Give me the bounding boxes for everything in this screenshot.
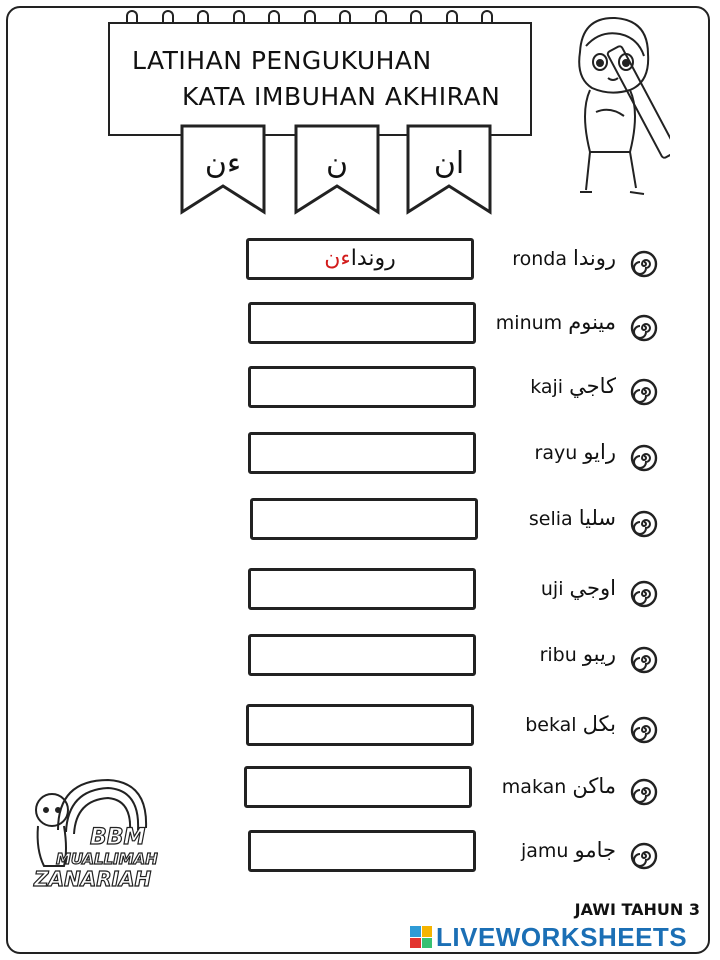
spiral-bullet-icon <box>630 646 658 674</box>
rumi-word: uji <box>540 578 564 600</box>
rumi-word: ronda <box>512 248 567 270</box>
answer-box[interactable] <box>248 634 476 676</box>
answer-box[interactable] <box>248 432 476 474</box>
title-line-1: LATIHAN PENGUKUHAN <box>132 46 432 75</box>
suffix-flag-2 <box>294 124 380 216</box>
word-label <box>496 310 616 334</box>
suffix-flag-3-label: ان <box>433 146 465 181</box>
title-line-2: KATA IMBUHAN AKHIRAN <box>182 82 501 111</box>
svg-text:BBM: BBM <box>90 825 146 850</box>
spiral-bullet-icon <box>630 314 658 342</box>
rumi-word: rayu <box>534 442 578 464</box>
girl-with-pencil-illustration <box>560 12 670 207</box>
spiral-bullet-icon <box>630 444 658 472</box>
word-label <box>540 642 616 666</box>
jawi-word: كاجي <box>569 374 616 398</box>
answer-box[interactable] <box>248 568 476 610</box>
jawi-word: سليا <box>578 506 616 530</box>
answer-base-text: روندا <box>350 246 396 271</box>
exercise-row <box>0 366 720 416</box>
spiral-bullet-icon <box>630 778 658 806</box>
rumi-word: jamu <box>520 840 569 862</box>
jawi-word: ريبو <box>582 642 616 666</box>
spiral-bullet-icon <box>630 378 658 406</box>
jawi-word: بكل <box>582 712 616 736</box>
word-label <box>502 774 616 798</box>
word-label <box>535 440 616 464</box>
jawi-word: اوجي <box>569 576 616 600</box>
word-label <box>530 374 616 398</box>
spiral-bullet-icon <box>630 250 658 278</box>
spiral-bullet-icon <box>630 842 658 870</box>
brand-text: LIVEWORKSHEETS <box>436 921 688 952</box>
word-label <box>525 712 616 736</box>
suffix-flag-1-label: ءن <box>204 146 242 181</box>
word-label <box>529 506 616 530</box>
spiral-bullet-icon <box>630 716 658 744</box>
jawi-word: رايو <box>583 440 616 464</box>
svg-text:ZANARIAH: ZANARIAH <box>34 867 152 890</box>
answer-box[interactable] <box>244 766 472 808</box>
exercise-row <box>0 432 720 482</box>
suffix-flag-1 <box>180 124 266 216</box>
answer-box[interactable] <box>248 830 476 872</box>
jawi-word: روندا <box>573 246 616 270</box>
word-label <box>512 246 616 270</box>
suffix-flag-2-label: ن <box>325 146 349 181</box>
rumi-word: minum <box>495 312 563 334</box>
liveworksheets-logo-icon <box>410 926 432 948</box>
jawi-word: ماكن <box>572 774 616 798</box>
rumi-word: makan <box>501 776 567 798</box>
jawi-word: مينوم <box>568 310 616 334</box>
liveworksheets-brand <box>410 922 687 952</box>
svg-text:MUALLIMAH: MUALLIMAH <box>56 850 158 868</box>
suffix-flag-3 <box>406 124 492 216</box>
exercise-row <box>0 302 720 352</box>
rumi-word: kaji <box>530 376 564 398</box>
answer-suffix-text: ءن <box>324 246 351 271</box>
rumi-word: ribu <box>539 644 577 666</box>
answer-box[interactable] <box>248 366 476 408</box>
answer-box[interactable] <box>246 704 474 746</box>
answer-box[interactable] <box>250 498 478 540</box>
exercise-row <box>0 238 720 288</box>
rumi-word: selia <box>528 508 573 530</box>
title-banner <box>108 22 532 136</box>
exercise-row <box>0 568 720 618</box>
spiral-bullet-icon <box>630 580 658 608</box>
jawi-word: جامو <box>574 838 616 862</box>
subject-label: JAWI TAHUN 3 <box>574 900 700 919</box>
bbm-muallimah-zanariah-logo <box>28 770 158 890</box>
answer-box[interactable] <box>248 302 476 344</box>
rumi-word: bekal <box>525 714 577 736</box>
spiral-bullet-icon <box>630 510 658 538</box>
exercise-row <box>0 704 720 754</box>
exercise-row <box>0 634 720 684</box>
exercise-row <box>0 498 720 548</box>
word-label <box>521 838 616 862</box>
word-label <box>541 576 616 600</box>
answer-box[interactable] <box>246 238 474 280</box>
